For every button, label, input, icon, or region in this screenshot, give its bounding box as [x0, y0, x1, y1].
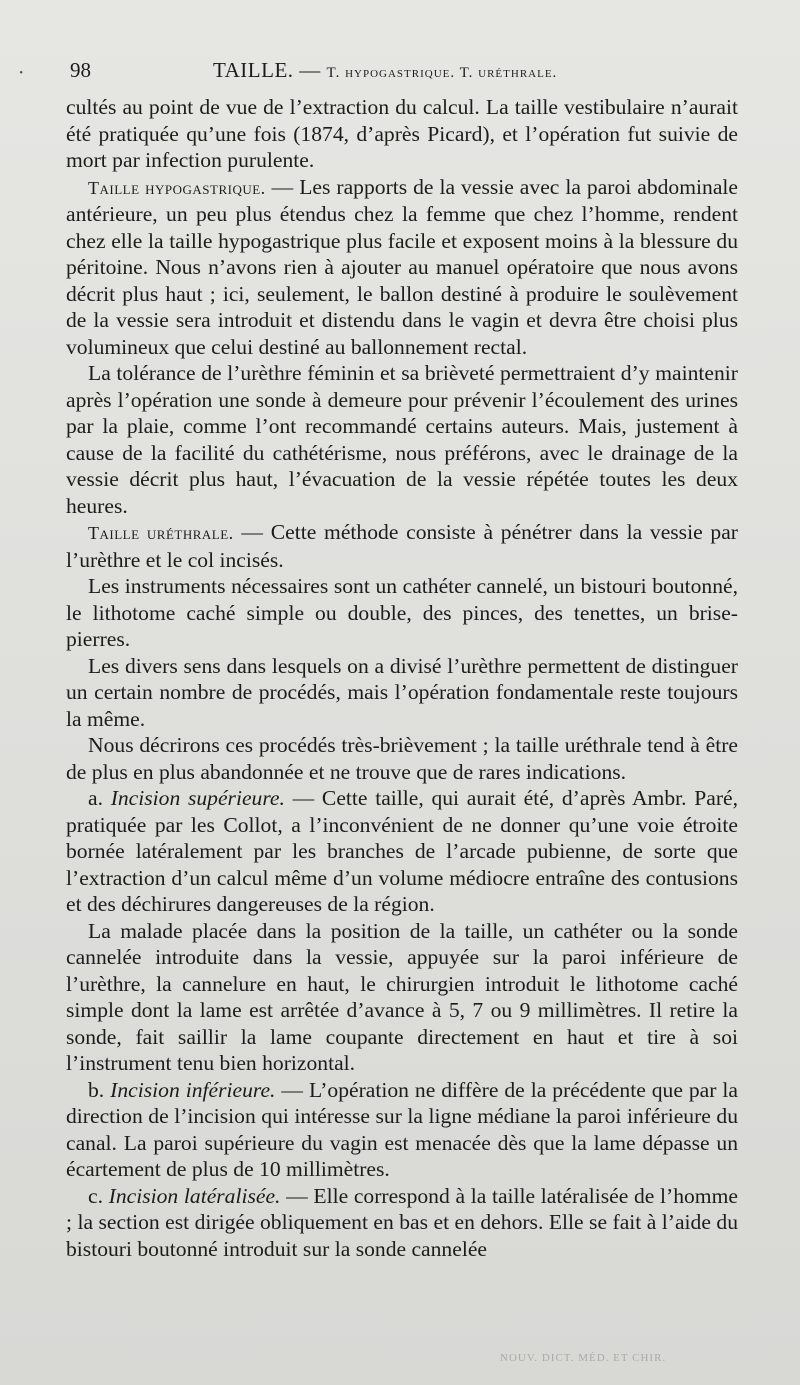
paragraph: [66, 918, 738, 1077]
paragraph-text: — L’opération ne diffère de la précédente que par la direction de l’incision qui intéresse sur la ligne médiane la paroi inférieure du canal. La paroi supérieure du vagin est menacée dès que la lame dépasse un écartement de plus de 10 millimètres.: [66, 1077, 739, 1181]
item-label: b.: [88, 1077, 111, 1102]
running-title-main: TAILLE.: [213, 58, 294, 82]
paragraph: [66, 174, 738, 361]
subsection-heading: Incision supérieure.: [110, 786, 285, 810]
body-text: [66, 94, 738, 1262]
margin-mark: ·: [18, 60, 25, 84]
bleed-through-footer: NOUV. DICT. MÉD. ET CHIR.: [500, 1352, 667, 1364]
paragraph: [66, 653, 738, 733]
running-title: [213, 58, 557, 83]
paragraph-text: Les instruments nécessaires sont un cathéter cannelé, un bistouri boutonné, le lithotome caché simple ou double, des pinces, des tenettes, un brise-pierres.: [66, 574, 738, 651]
running-title-sub: T. hypogastrique. T. uréthrale.: [326, 65, 558, 81]
paragraph-text: — Cette taille, qui aurait été, d’après Ambr. Paré, pratiquée par les Collot, a l’inconvénient de ne donner qu’une voie étroite bornée latéralement par les branches de l’arcade pubienne, de sorte que l’extraction d’un calcul même d’un volume médiocre entraîne des contusions et des déchirures dangereuses de la région.: [66, 786, 738, 916]
running-header: [68, 58, 740, 88]
item-label: a.: [88, 786, 111, 810]
paragraph-text: Les divers sens dans lesquels on a divisé l’urèthre permettent de distinguer un certain nombre de procédés, mais l’opération fondamentale reste toujours la même.: [66, 653, 738, 731]
paragraph: [66, 732, 738, 785]
paragraph-text: — Cette méthode consiste à pénétrer dans la vessie par l’urèthre et le col incisés.: [66, 520, 738, 572]
paragraph: [66, 573, 738, 653]
paragraph-text: cultés au point de vue de l’extraction du calcul. La taille vestibulaire n’aurait été pratiquée qu’une fois (1874, d’après Picard), et l’opération fut suivie de mort par infection purulente.: [66, 95, 738, 172]
paragraph-text: La malade placée dans la position de la taille, un cathéter ou la sonde cannelée introduite dans la vessie, appuyée sur la paroi inférieure de l’urèthre, la cannelure en haut, le chirurgien introduit le lithotome caché simple dont la lame est arrêtée d’avance à 5, 7 ou 9 millimètres. Il retire la sonde, fait saillir la lame coupante directement en haut et tire à soi l’instrument tenu bien horizontal.: [66, 918, 738, 1075]
paragraph: [66, 94, 738, 174]
running-title-dash: —: [299, 58, 321, 82]
page-number: 98: [70, 58, 91, 82]
section-heading: Taille uréthrale.: [88, 523, 234, 543]
paragraph: [66, 1183, 738, 1263]
subsection-heading: Incision latéralisée.: [108, 1183, 281, 1208]
paragraph: [66, 1077, 738, 1183]
paragraph-text: — Elle correspond à la taille latéralisée de l’homme ; la section est dirigée obliquement en bas et en dehors. Elle se fait à l’aide du bistouri boutonné introduit sur la sonde cannelée: [66, 1183, 738, 1261]
item-label: c.: [88, 1183, 109, 1208]
paragraph-text: La tolérance de l’urèthre féminin et sa brièveté permettraient d’y maintenir après l’opération une sonde à demeure pour prévenir l’écoulement des urines par la plaie, comme l’ont recommandé certains auteurs. Mais, justement à cause de la facilité du cathétérisme, nous préférons, avec le drainage de la vessie décrit plus haut, l’évacuation de la vessie répétée toutes les deux heures.: [66, 361, 738, 518]
paragraph-text: Nous décrirons ces procédés très-brièvement ; la taille uréthrale tend à être de plus en plus abandonnée et ne trouve que de rares indications.: [66, 733, 738, 784]
paragraph: [66, 360, 738, 519]
paragraph: [66, 785, 738, 918]
subsection-heading: Incision inférieure.: [110, 1077, 276, 1102]
section-heading: Taille hypogastrique.: [88, 177, 266, 198]
paragraph-text: — Les rapports de la vessie avec la paroi abdominale antérieure, un peu plus étendus chez la femme que chez l’homme, rendent chez elle la taille hypogastrique plus facile et exposent moins à la blessure du péritoine. Nous n’avons rien à ajouter au manuel opératoire que nous avons décrit plus haut ; ici, seulement, le ballon destiné à produire le soulèvement de la vessie sera introduit et distendu dans le vagin et devra être choisi plus volumineux que celui destiné au ballonnement rectal.: [66, 174, 738, 359]
paragraph: [66, 519, 738, 573]
